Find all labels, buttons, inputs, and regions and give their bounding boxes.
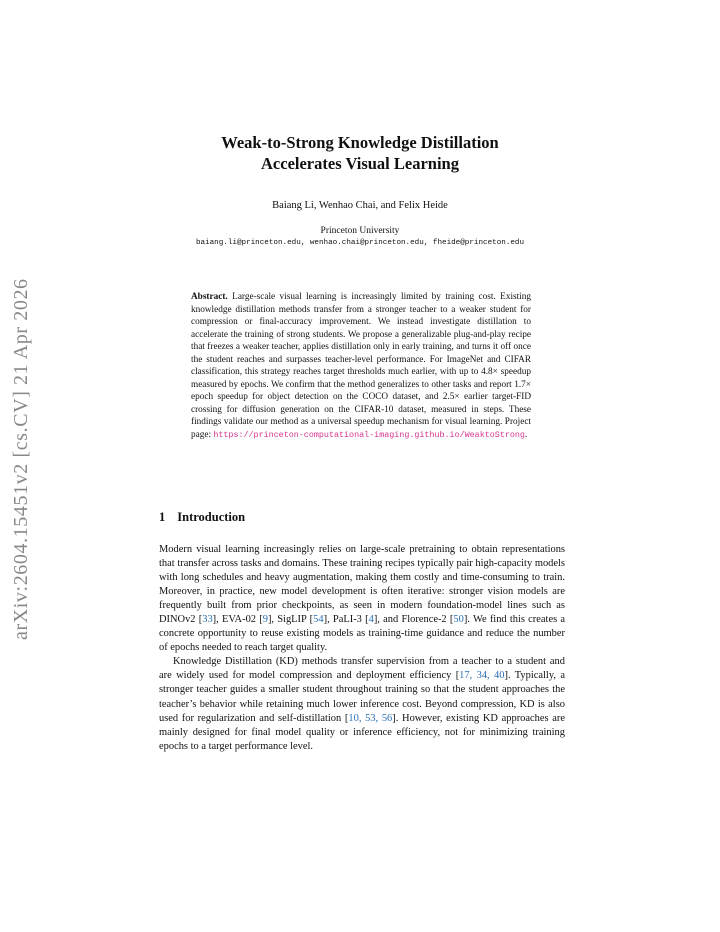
- abstract: [191, 291, 531, 442]
- abstract-text: Large-scale visual learning is increasingly limited by training cost. Existing knowledge distillation methods transfer from a stronger teacher to a weaker student for compression or final-accuracy improvement. We instead investigate distillation to accelerate the training of strong students. We propose a generalizable plug-and-play recipe that freezes a weaker teacher, applies distillation only in early training, and turns it off once the student reaches and surpasses teacher-level performance. For ImageNet and CIFAR classification, this strategy reaches target thresholds much earlier, with up to 4.8× speedup measured by epochs. We confirm that the method generalizes to other tasks and report 1.7× epoch speedup for object detection on the COCO dataset, and 2.5× earlier target-FID crossing for diffusion generation on the CIFAR-10 dataset, measured in steps. These findings validate our method as a universal speedup mechanism for visual learning. Project page:: [191, 292, 532, 441]
- citation-link[interactable]: 4: [368, 614, 374, 626]
- paragraph-text: ]. However, existing KD approaches are mainly designed for final model quality or inference efficiency, not for minimizing training epochs to a target performance level.: [159, 712, 566, 752]
- paragraph-text: ], PaLI-3 [: [323, 614, 369, 626]
- arxiv-stamp: arXiv:2604.15451v2 [cs.CV] 21 Apr 2026: [10, 278, 32, 640]
- body-paragraph: [159, 543, 565, 655]
- section-heading: [159, 510, 245, 525]
- citation-link[interactable]: 17, 34, 40: [459, 670, 505, 682]
- citation-link[interactable]: 50: [453, 614, 464, 626]
- citation-link[interactable]: 9: [262, 614, 268, 626]
- citation-link[interactable]: 54: [313, 614, 324, 626]
- citation-link[interactable]: 10, 53, 56: [348, 712, 393, 724]
- paragraph-text: ], and Florence-2 [: [373, 614, 454, 626]
- title-line-2: Accelerates Visual Learning: [261, 154, 459, 173]
- section-body: [159, 543, 565, 754]
- paper-title: [0, 132, 720, 174]
- body-paragraph: [159, 655, 565, 753]
- paragraph-text: ]. We find this creates a concrete opportunity to reuse existing models as training-time guidance and reduce the number of epochs needed to reach target quality.: [159, 614, 566, 654]
- project-page-link[interactable]: https://princeton-computational-imaging.github.io/WeaktoStrong: [213, 430, 525, 441]
- citation-link[interactable]: 33: [202, 614, 213, 626]
- paragraph-text: ], EVA-02 [: [212, 614, 263, 626]
- paragraph-text: ], SigLIP [: [267, 614, 314, 626]
- abstract-end: .: [524, 430, 528, 441]
- paragraph-text: ]. Typically, a stronger teacher guides a smaller student throughout training so that the student approaches the teacher’s behavior while retaining much lower inference cost. Beyond compression, KD is also used for regularization and self-distillation [: [159, 670, 565, 724]
- section-title: Introduction: [177, 510, 246, 524]
- title-line-1: Weak-to-Strong Knowledge Distillation: [221, 133, 499, 152]
- paragraph-text: Modern visual learning increasingly relies on large-scale pretraining to obtain representations that transfer across tasks and domains. These training recipes typically pair high-capacity models with long schedules and heavy augmentation, making them costly and time-consuming to train. Moreover, in practice, new model development is often iterative: stronger vision models are frequently built from prior checkpoints, as seen in modern foundation-model lines such as DINOv2 [: [159, 544, 565, 626]
- author-emails: baiang.li@princeton.edu, wenhao.chai@princeton.edu, fheide@princeton.edu: [195, 239, 525, 247]
- authors: Baiang Li, Wenhao Chai, and Felix Heide: [272, 200, 448, 211]
- affiliation: Princeton University: [320, 226, 400, 236]
- abstract-label: Abstract.: [191, 292, 228, 302]
- paragraph-text: Knowledge Distillation (KD) methods transfer supervision from a teacher to a student and are widely used for model compression and deployment efficiency [: [159, 656, 565, 682]
- section-number: 1: [159, 510, 166, 524]
